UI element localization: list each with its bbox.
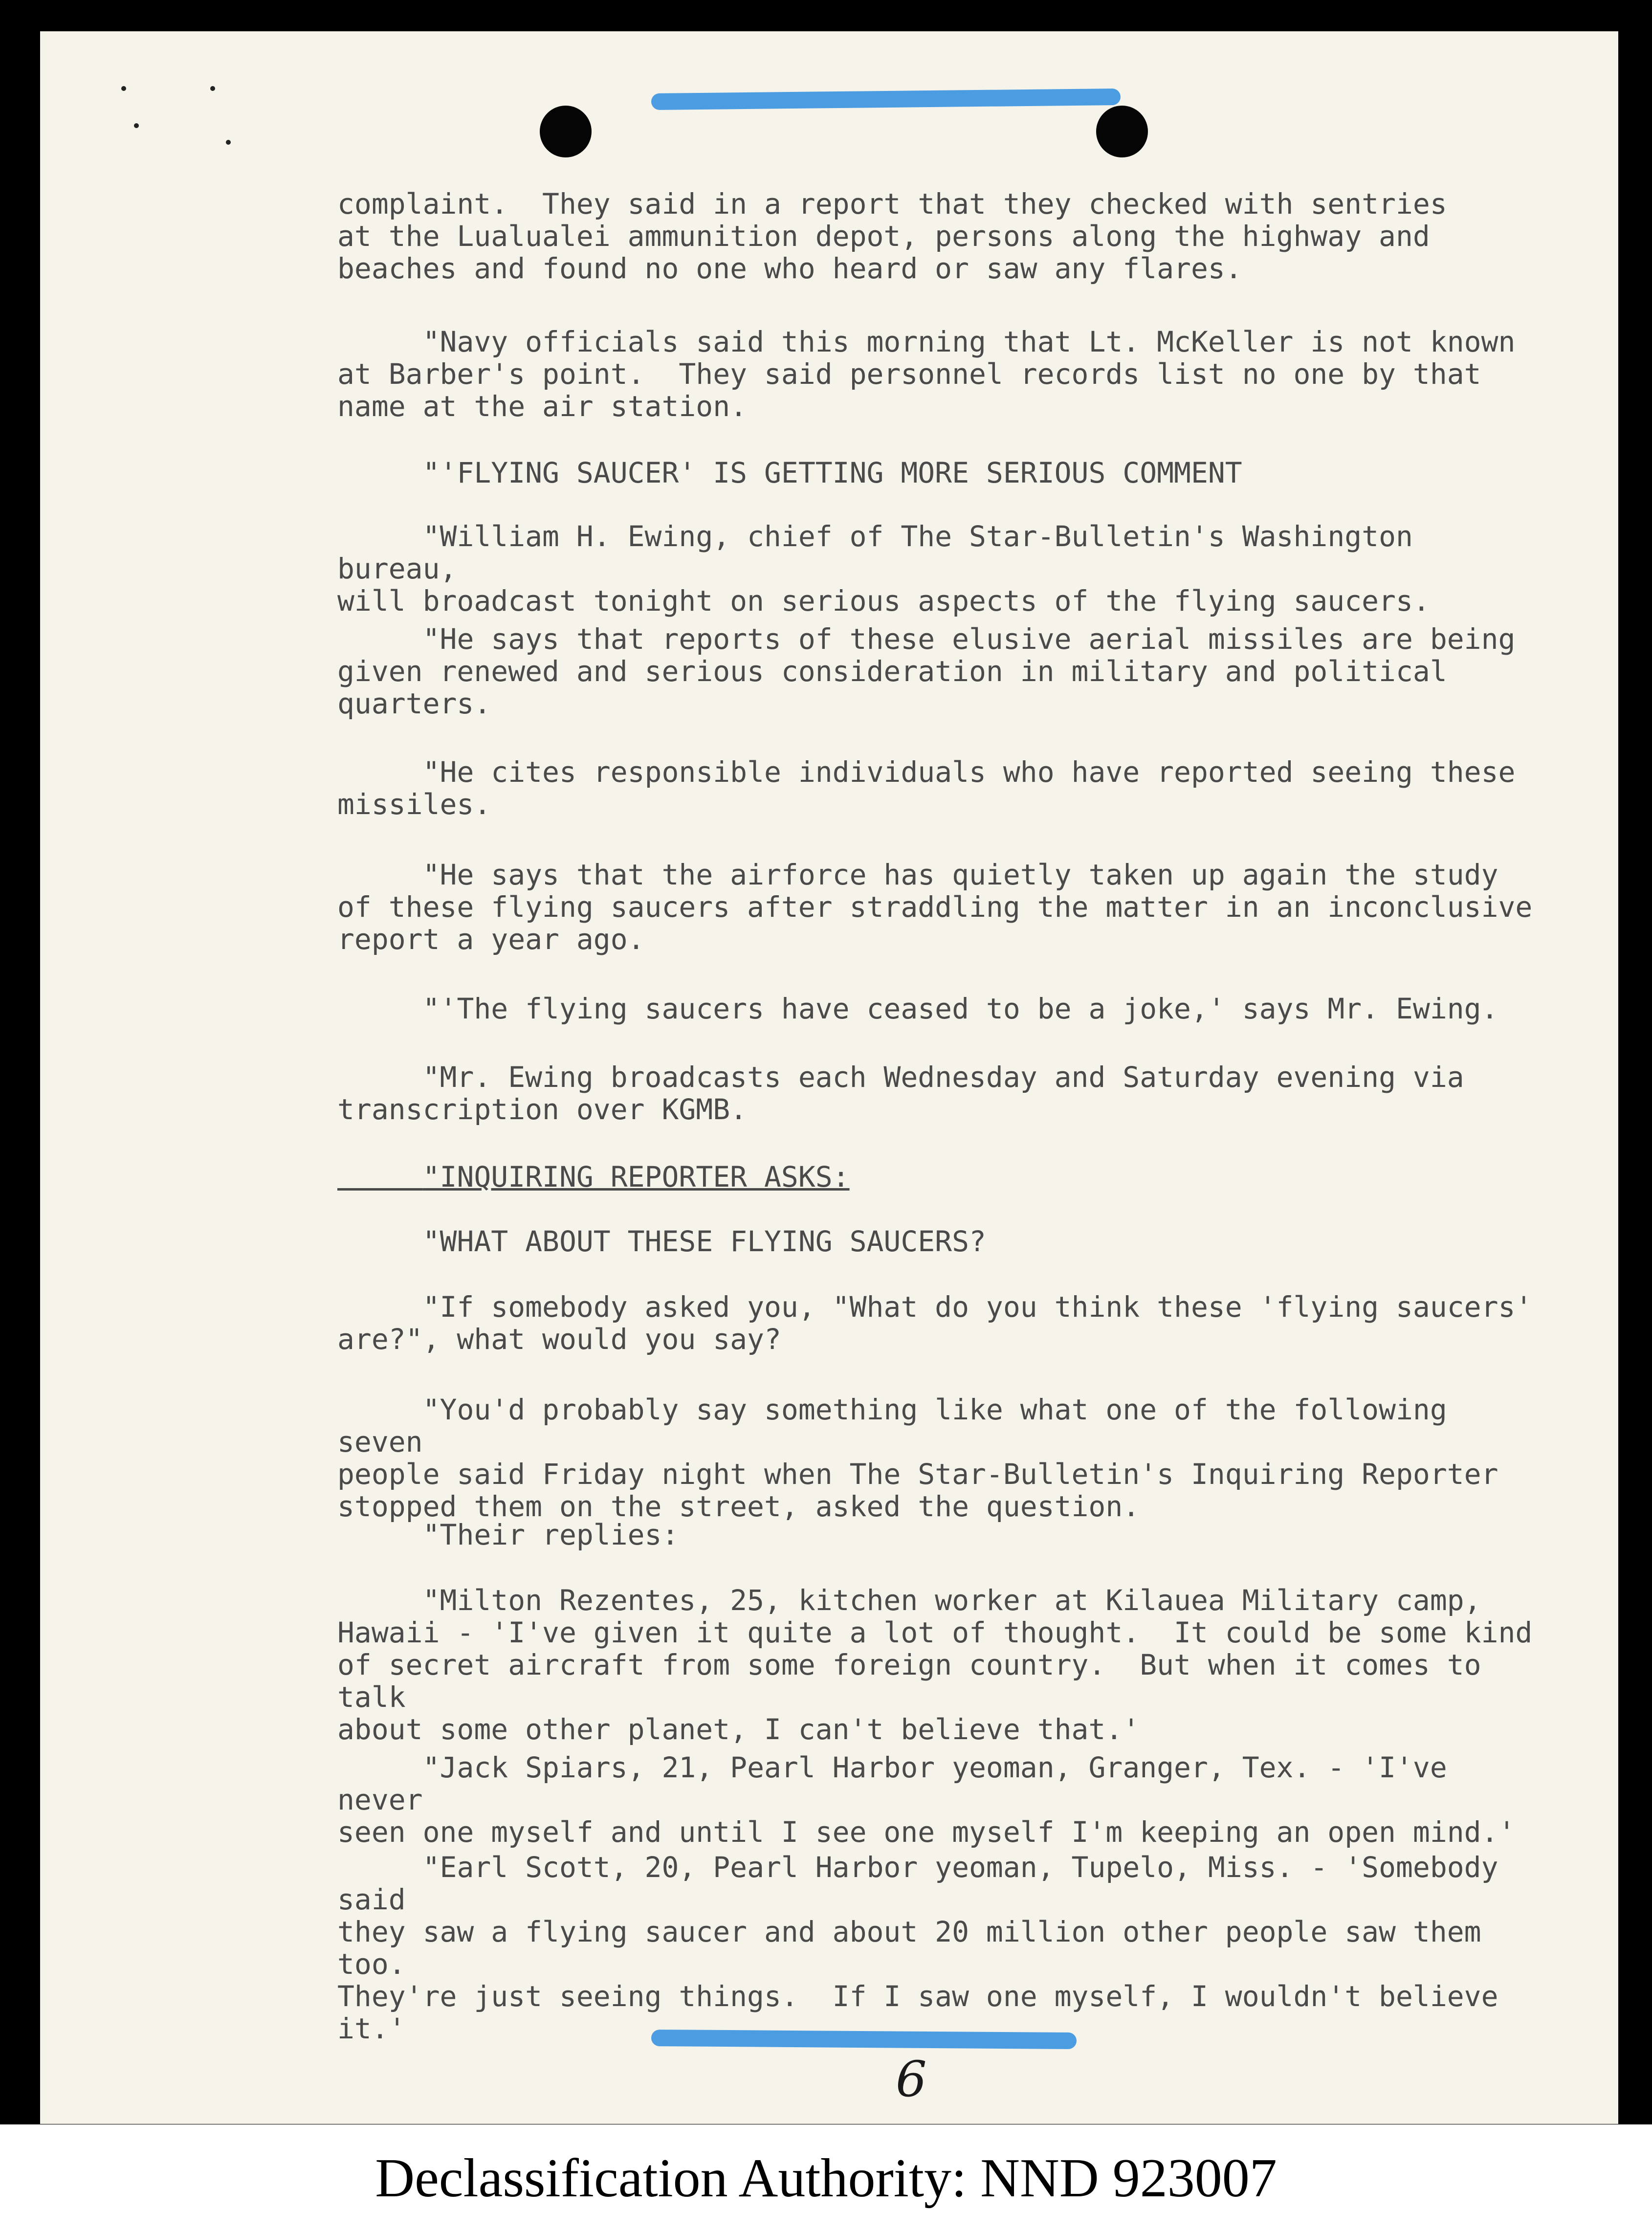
section-heading: "WHAT ABOUT THESE FLYING SAUCERS? <box>337 1225 986 1258</box>
redaction-marker-top <box>651 88 1121 110</box>
paragraph: "Earl Scott, 20, Pearl Harbor yeoman, Tupelo, Miss. - 'Somebody said they saw a flying saucer and about 20 million other people saw them too. They're just seeing things. If I saw one myself, I wouldn't believe it.' <box>337 1851 1498 2045</box>
paragraph: "Mr. Ewing broadcasts each Wednesday and Saturday evening via transcription over KGMB. <box>337 1061 1464 1126</box>
paragraph: "Milton Rezentes, 25, kitchen worker at Kilauea Military camp, Hawaii - 'I've given it quite a lot of thought. It could be some kind of secret aircraft from some foreign country. But when it comes to talk about some other planet, I can't believe that.' <box>337 1584 1533 1746</box>
paragraph: "You'd probably say something like what one of the following seven people said Friday night when The Star-Bulletin's Inquiring Reporter stopped them on the street, asked the question. <box>337 1393 1498 1523</box>
paragraph: "Navy officials said this morning that Lt. McKeller is not known at Barber's point. They said personnel records list no one by that name at the air station. <box>337 325 1516 423</box>
handwritten-page-number: 6 <box>896 2051 927 2108</box>
speck <box>134 123 139 128</box>
section-heading: "'FLYING SAUCER' IS GETTING MORE SERIOUS COMMENT <box>337 456 1242 489</box>
paragraph: "'The flying saucers have ceased to be a joke,' says Mr. Ewing. <box>337 992 1498 1025</box>
paragraph: complaint. They said in a report that they checked with sentries at the Lualualei ammunition depot, persons along the highway and beaches and found no one who heard or saw any flares. <box>337 187 1447 285</box>
section-heading: "INQUIRING REPORTER ASKS: <box>337 1160 850 1193</box>
punch-hole-left <box>540 106 592 157</box>
footer-bar <box>0 2124 1652 2232</box>
speck <box>121 86 126 91</box>
paragraph: "William H. Ewing, chief of The Star-Bulletin's Washington bureau, will broadcast tonight on serious aspects of the flying saucers. <box>337 520 1430 618</box>
punch-hole-right <box>1096 106 1148 157</box>
speck <box>210 86 215 91</box>
paragraph: "Jack Spiars, 21, Pearl Harbor yeoman, Granger, Tex. - 'I've never seen one myself and until I see one myself I'm keeping an open mind.' <box>337 1751 1516 1849</box>
declassification-authority: Declassification Authority: NND 923007 <box>375 2148 1277 2209</box>
paragraph: "He says that reports of these elusive aerial missiles are being given renewed and serious consideration in military and political quarters. <box>337 622 1516 720</box>
paragraph: "Their replies: <box>337 1518 679 1551</box>
speck <box>226 140 231 145</box>
paragraph: "If somebody asked you, "What do you think these 'flying saucers' are?", what would you say? <box>337 1290 1533 1356</box>
paragraph: "He cites responsible individuals who have reported seeing these missiles. <box>337 755 1516 821</box>
paragraph: "He says that the airforce has quietly taken up again the study of these flying saucers after straddling the matter in an inconclusive report a year ago. <box>337 858 1533 956</box>
